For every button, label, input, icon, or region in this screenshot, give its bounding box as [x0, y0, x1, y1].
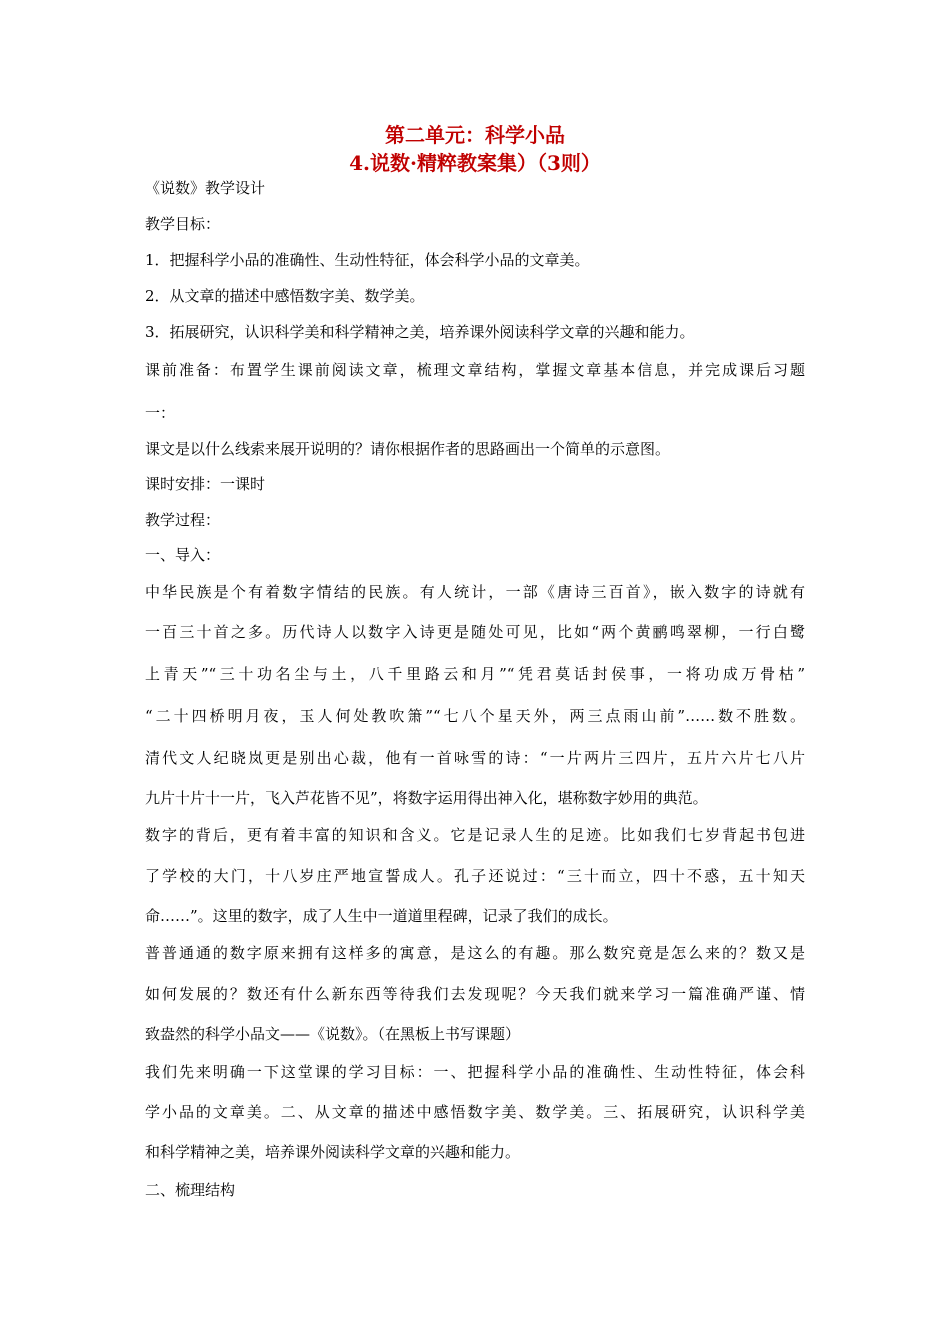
- paragraph-line: 中华民族是个有着数字情结的民族。有人统计，一部《唐诗三百首》，嵌入数字的诗就有: [145, 583, 805, 601]
- paragraph-line: 教学目标：: [145, 215, 221, 233]
- paragraph-line: 教学过程：: [145, 511, 221, 529]
- paragraph-line: 课文是以什么线索来展开说明的？请你根据作者的思路画出一个简单的示意图。: [145, 440, 671, 458]
- paragraph-line: 命……”。这里的数字，成了人生中一道道里程碑，记录了我们的成长。: [145, 907, 618, 925]
- paragraph-line: 课前准备：布置学生课前阅读文章，梳理文章结构，掌握文章基本信息，并完成课后习题: [145, 361, 805, 379]
- paragraph-line: “二十四桥明月夜，玉人何处教吹箫”“七八个星天外，两三点雨山前”……数不胜数。: [145, 707, 805, 725]
- paragraph-line: 普普通通的数字原来拥有这样多的寓意，是这么的有趣。那么数究竟是怎么来的？数又是: [145, 944, 805, 962]
- paragraph-line: 如何发展的？数还有什么新东西等待我们去发现呢？今天我们就来学习一篇准确严谨、情: [145, 985, 805, 1003]
- section-heading: 《说数》教学设计: [145, 179, 266, 197]
- paragraph-line: 上青天”“三十功名尘与土，八千里路云和月”“凭君莫话封侯事，一将功成万骨枯”: [145, 665, 805, 683]
- paragraph-line: 课时安排：一课时: [145, 475, 266, 493]
- paragraph-line: 了学校的大门，十八岁庄严地宣誓成人。孔子还说过：“三十而立，四十不惑，五十知天: [145, 867, 805, 885]
- paragraph-line: 数字的背后，更有着丰富的知识和含义。它是记录人生的足迹。比如我们七岁背起书包进: [145, 826, 805, 844]
- section-heading: 一、导入：: [145, 546, 221, 564]
- lesson-title: 4.说数·精粹教案集）（3则）: [349, 151, 601, 175]
- paragraph-line: 致盎然的科学小品文——《说数》。（在黑板上书写课题）: [145, 1025, 521, 1043]
- paragraph-line: 我们先来明确一下这堂课的学习目标：一、把握科学小品的准确性、生动性特征，体会科: [145, 1063, 805, 1081]
- paragraph-line: 1．把握科学小品的准确性、生动性特征，体会科学小品的文章美。: [145, 251, 590, 269]
- paragraph-line: 学小品的文章美。二、从文章的描述中感悟数字美、数学美。三、拓展研究，认识科学美: [145, 1103, 805, 1121]
- paragraph-line: 九片十片十一片，飞入芦花皆不见”，将数字运用得出神入化，堪称数字妙用的典范。: [145, 789, 708, 807]
- paragraph-line: 一百三十首之多。历代诗人以数字入诗更是随处可见，比如“两个黄鹂鸣翠柳，一行白鹭: [145, 623, 805, 641]
- paragraph-line: 2．从文章的描述中感悟数字美、数学美。: [145, 287, 425, 305]
- paragraph-line: 一：: [145, 404, 176, 422]
- paragraph-line: 清代文人纪晓岚更是别出心裁，他有一首咏雪的诗：“一片两片三四片，五片六片七八片: [145, 749, 805, 767]
- paragraph-line: 和科学精神之美，培养课外阅读科学文章的兴趣和能力。: [145, 1143, 521, 1161]
- unit-title: 第二单元：科学小品: [385, 123, 565, 147]
- section-heading: 二、梳理结构: [145, 1181, 236, 1199]
- paragraph-line: 3．拓展研究，认识科学美和科学精神之美，培养课外阅读科学文章的兴趣和能力。: [145, 323, 695, 341]
